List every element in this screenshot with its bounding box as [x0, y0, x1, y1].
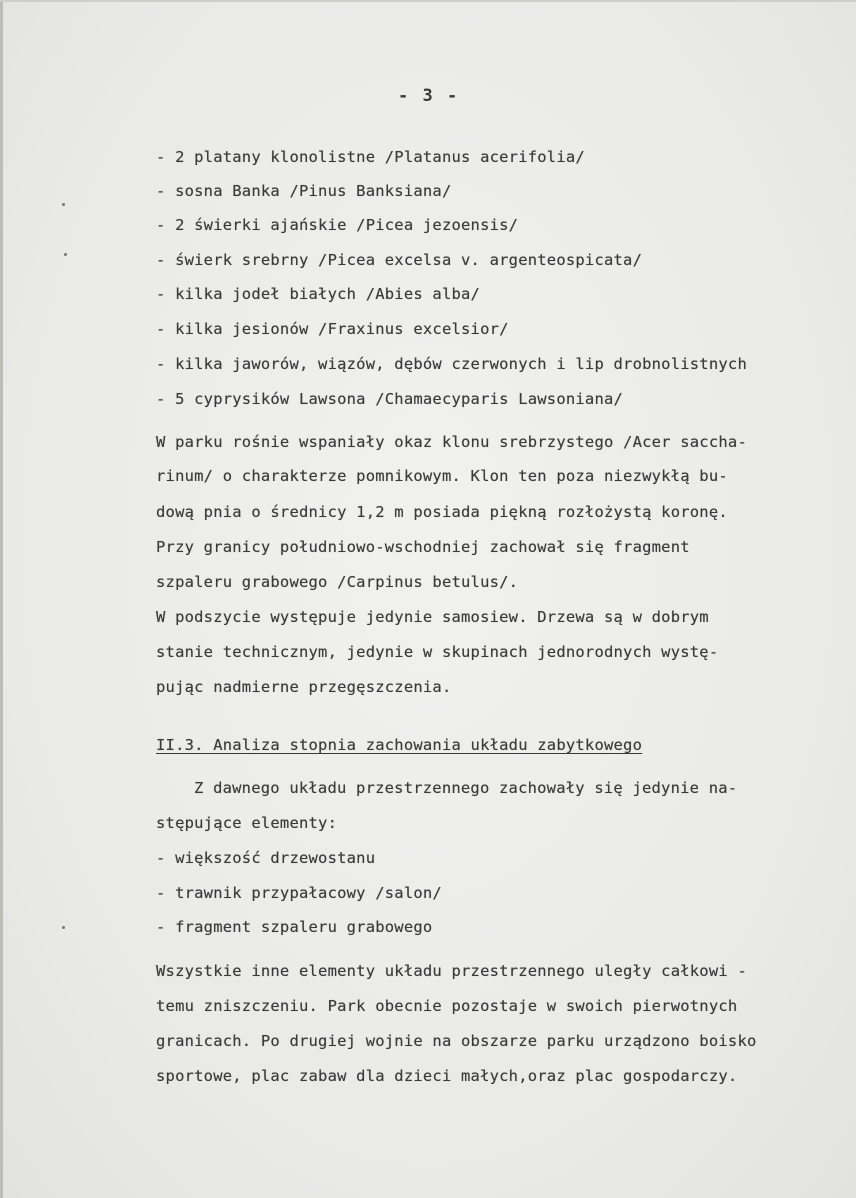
paragraph-line: sportowe, plac zabaw dla dzieci małych,oraz plac gospodarczy. — [156, 1067, 738, 1085]
paragraph-line: pując nadmierne przegęszczenia. — [156, 678, 452, 696]
page-number: - 3 - — [398, 86, 460, 106]
paragraph-line: Przy granicy południowo-wschodniej zachował się fragment — [156, 538, 690, 556]
paragraph-line: W podszycie występuje jedynie samosiew. Drzewa są w dobrym — [156, 608, 709, 626]
list-item: - kilka jodeł białych /Abies alba/ — [156, 285, 481, 303]
scan-speck — [64, 253, 67, 256]
paragraph-line: Wszystkie inne elementy układu przestrzennego uległy całkowi - — [156, 962, 747, 980]
list-item: - 2 platany klonolistne /Platanus acerifolia/ — [156, 148, 585, 166]
list-item: - trawnik przypałacowy /salon/ — [156, 884, 442, 902]
list-item: - sosna Banka /Pinus Banksiana/ — [156, 182, 452, 200]
page-edge-shadow — [0, 0, 3, 1198]
list-item: - większość drzewostanu — [156, 849, 376, 867]
paragraph-line: dową pnia o średnicy 1,2 m posiada piękną rozłożystą koronę. — [156, 503, 728, 521]
list-item: - świerk srebrny /Picea excelsa v. argenteospicata/ — [156, 251, 643, 269]
page-edge-top — [0, 0, 856, 2]
paragraph-line: temu zniszczeniu. Park obecnie pozostaje w swoich pierwotnych — [156, 997, 738, 1015]
paragraph-line: szpaleru grabowego /Carpinus betulus/. — [156, 573, 519, 591]
paragraph-line: rinum/ o charakterze pomnikowym. Klon ten poza niezwykłą bu- — [156, 467, 728, 485]
list-item: - kilka jesionów /Fraxinus excelsior/ — [156, 320, 509, 338]
list-item: - fragment szpaleru grabowego — [156, 918, 433, 936]
list-item: - kilka jaworów, wiązów, dębów czerwonych i lip drobnolistnych — [156, 355, 747, 373]
paragraph-line: Z dawnego układu przestrzennego zachowały się jedynie na- — [194, 779, 738, 797]
paragraph-line: stanie technicznym, jedynie w skupinach jednorodnych wystę- — [156, 643, 719, 661]
paragraph-line: granicach. Po drugiej wojnie na obszarze parku urządzono boisko — [156, 1032, 757, 1050]
scan-speck — [62, 926, 65, 929]
scan-speck — [62, 203, 65, 206]
paragraph-line: stępujące elementy: — [156, 814, 338, 832]
list-item: - 2 świerki ajańskie /Picea jezoensis/ — [156, 216, 519, 234]
section-heading: II.3. Analiza stopnia zachowania układu zabytkowego — [156, 736, 643, 754]
paragraph-line: W parku rośnie wspaniały okaz klonu srebrzystego /Acer saccha- — [156, 433, 747, 451]
list-item: - 5 cyprysików Lawsona /Chamaecyparis Lawsoniana/ — [156, 390, 624, 408]
